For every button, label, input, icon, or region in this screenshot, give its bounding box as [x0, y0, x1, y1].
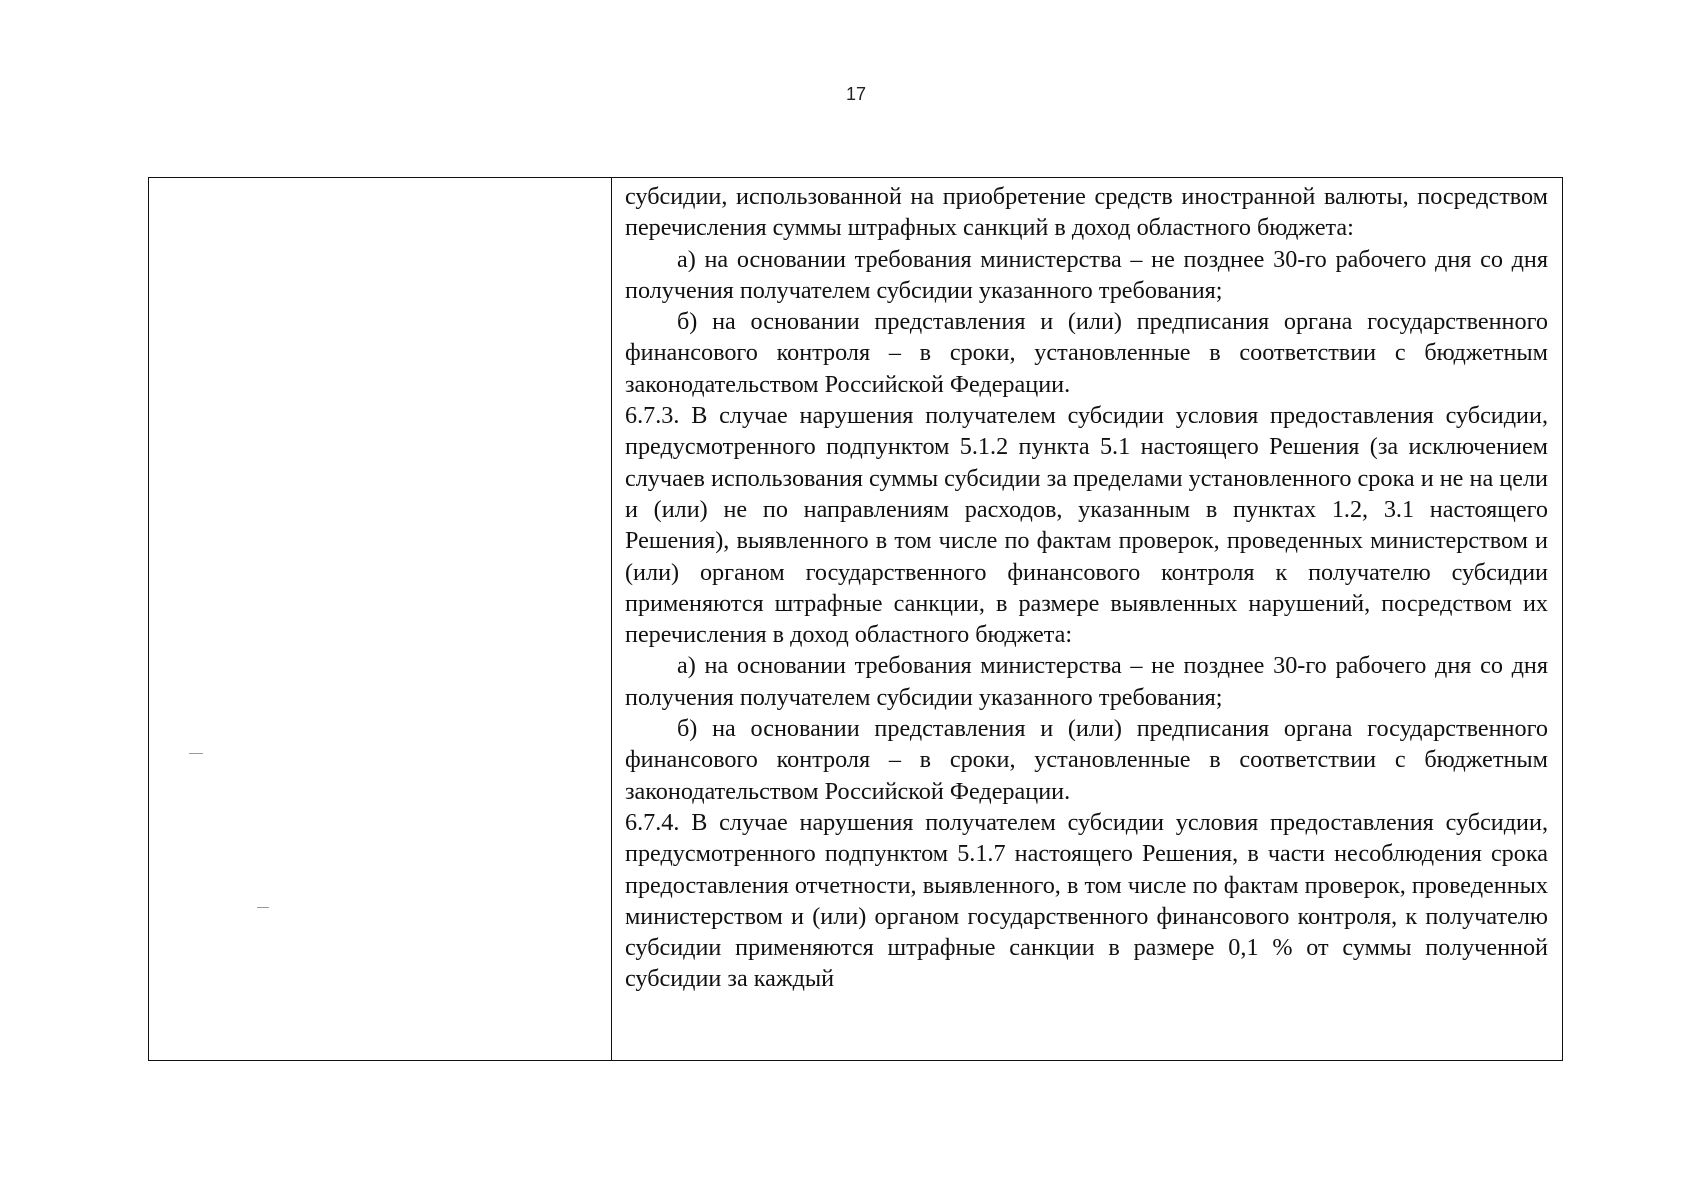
table-left-cell	[149, 178, 612, 1060]
paragraph-item-a-ministry-requirement: а) на основании требования министерства – не позднее 30-го рабочего дня со дня получения получателем субсидии указанного требования;	[625, 652, 1548, 711]
document-table	[148, 177, 1563, 1061]
table-right-cell	[612, 178, 1562, 1060]
scan-speck	[189, 753, 203, 754]
paragraph-item-b-financial-control: б) на основании представления и (или) предписания органа государственного финансового контроля – в сроки, установленные в соответствии с бюджетным законодательством Российской Федерации.	[625, 715, 1548, 805]
paragraph-subsidy-foreign-currency: субсидии, использованной на приобретение средств иностранной валюты, посредством перечисления суммы штрафных санкций в доход областного бюджета:	[625, 183, 1548, 242]
paragraph-clause-6-7-3: 6.7.3. В случае нарушения получателем субсидии условия предоставления субсидии, предусмотренного подпунктом 5.1.2 пункта 5.1 настоящего Решения (за исключением случаев использования суммы субсидии за пределами установленного срока и не на цели и (или) не по направлениям расходов, указанным в пунктах 1.2, 3.1 настоящего Решения), выявленного в том числе по фактам проверок, проведенных министерством и (или) органом государственного финансового контроля к получателю субсидии применяются штрафные санкции, в размере выявленных нарушений, посредством их перечисления в доход областного бюджета:	[625, 402, 1548, 649]
paragraph-clause-6-7-4: 6.7.4. В случае нарушения получателем субсидии условия предоставления субсидии, предусмотренного подпунктом 5.1.7 настоящего Решения, в части несоблюдения срока предоставления отчетности, выявленного, в том числе по фактам проверок, проведенных министерством и (или) органом государственного финансового контроля, к получателю субсидии применяются штрафные санкции в размере 0,1 % от суммы полученной субсидии за каждый	[625, 808, 1548, 993]
paragraph-item-a-ministry-requirement: а) на основании требования министерства – не позднее 30-го рабочего дня со дня получения получателем субсидии указанного требования;	[625, 245, 1548, 304]
scan-speck	[257, 907, 269, 908]
paragraph-item-b-financial-control: б) на основании представления и (или) предписания органа государственного финансового контроля – в сроки, установленные в соответствии с бюджетным законодательством Российской Федерации.	[625, 308, 1548, 398]
page-number: 17	[845, 84, 867, 104]
